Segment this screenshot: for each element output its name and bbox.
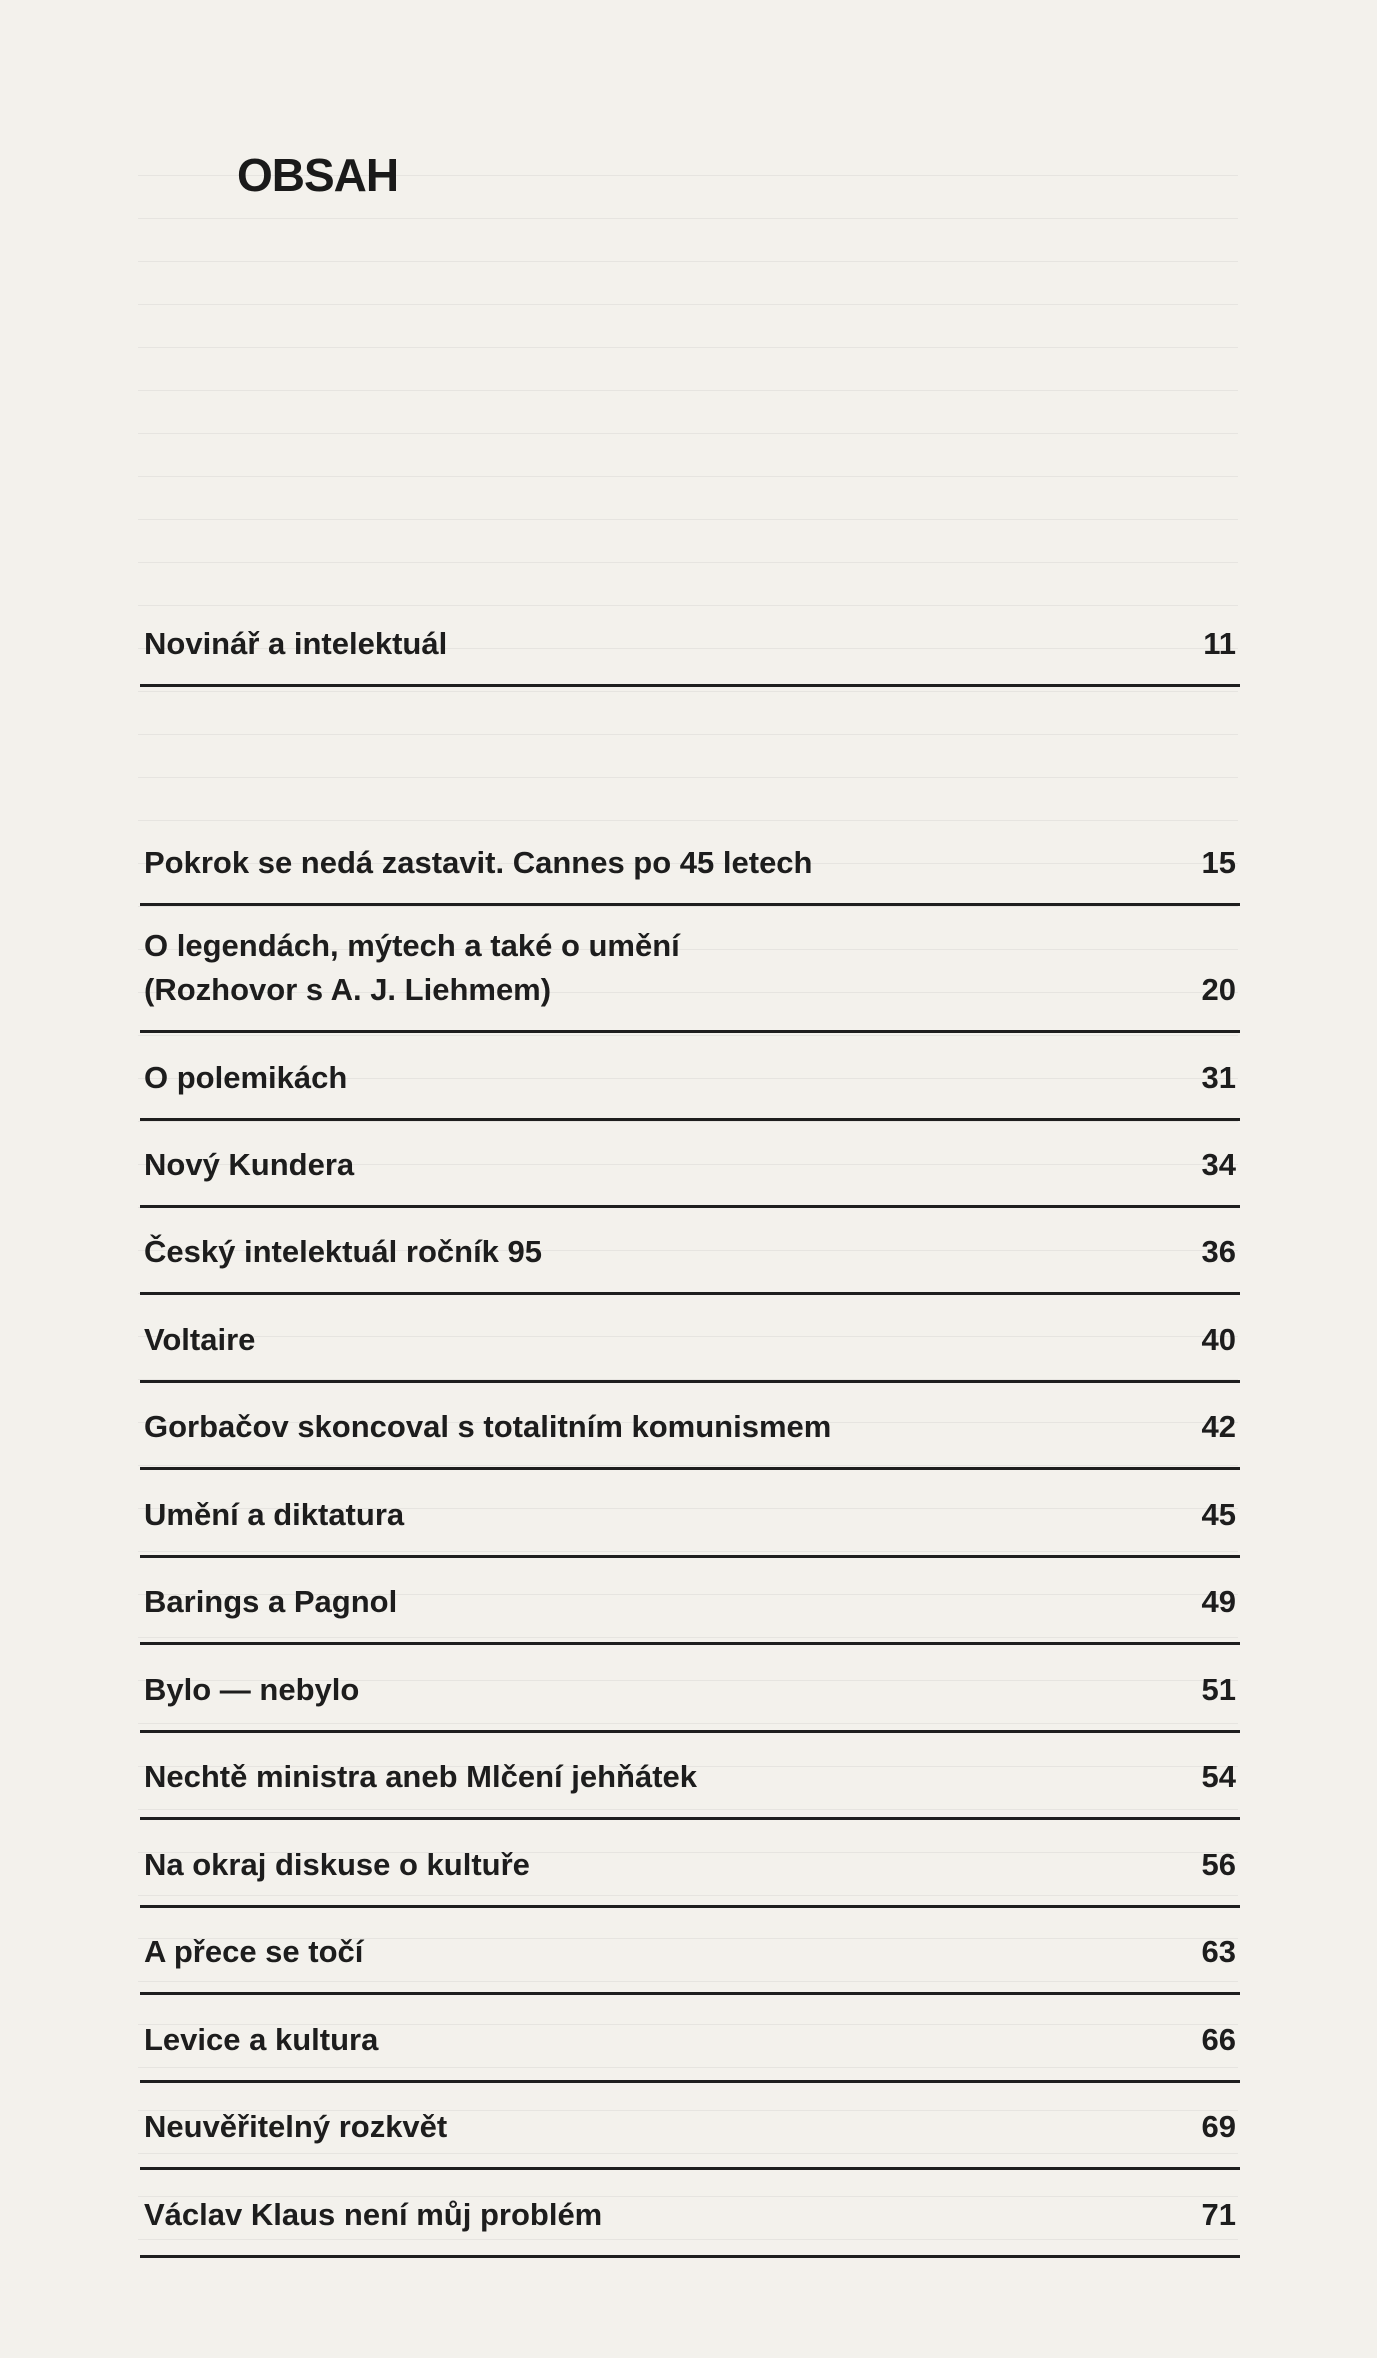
toc-entry-title: O polemikách (144, 1060, 348, 1095)
toc-entry-title: Nechtě ministra aneb Mlčení jehňátek (144, 1759, 698, 1794)
page-title: OBSAH (237, 149, 399, 201)
show-through-line (138, 519, 1238, 520)
toc-entry-title: Václav Klaus není můj problém (144, 2197, 603, 2232)
toc-entry-page-number: 42 (1201, 1409, 1236, 1444)
toc-entry-page-number: 49 (1201, 1584, 1236, 1619)
toc-entry-page-number: 15 (1201, 845, 1236, 880)
toc-entry-title: A přece se točí (144, 1934, 364, 1969)
toc-entry-page-number: 40 (1201, 1322, 1236, 1357)
show-through-line (138, 476, 1238, 477)
toc-entry (140, 1485, 1240, 1558)
toc-entry-page-number: 54 (1201, 1759, 1236, 1794)
toc-entry-page-number: 66 (1201, 2022, 1236, 2057)
toc-entry (140, 2010, 1240, 2083)
toc-entry-page-number: 36 (1201, 1234, 1236, 1269)
toc-entry-title: Na okraj diskuse o kultuře (144, 1847, 530, 1882)
show-through-line (138, 390, 1238, 391)
toc-entry-title: Levice a kultura (144, 2022, 379, 2057)
show-through-line (138, 605, 1238, 606)
toc-entry-title: Novinář a intelektuál (144, 626, 448, 661)
toc-entry-page-number: 45 (1201, 1497, 1236, 1532)
toc-entry-page-number: 34 (1201, 1147, 1236, 1182)
toc-entry-page-number: 31 (1201, 1060, 1236, 1095)
toc-entry (140, 1135, 1240, 1208)
show-through-line (138, 820, 1238, 821)
toc-entry-page-number: 56 (1201, 1847, 1236, 1882)
show-through-line (138, 734, 1238, 735)
toc-entry (140, 1835, 1240, 1908)
toc-entry (140, 1747, 1240, 1820)
toc-entry-title: Neuvěřitelný rozkvět (144, 2109, 448, 2144)
toc-entry-page-number: 69 (1201, 2109, 1236, 2144)
toc-entry-title: Pokrok se nedá zastavit. Cannes po 45 letech (144, 845, 813, 880)
show-through-line (138, 347, 1238, 348)
toc-entry-page-number: 11 (1203, 626, 1236, 661)
toc-entry (140, 833, 1240, 906)
toc-entry (140, 1222, 1240, 1295)
toc-entry-title: Gorbačov skoncoval s totalitním komunismem (144, 1409, 832, 1444)
toc-entry (140, 1048, 1240, 1121)
toc-entry (140, 1572, 1240, 1645)
show-through-line (138, 433, 1238, 434)
show-through-line (138, 906, 1238, 907)
toc-entry (140, 1310, 1240, 1383)
toc-entry-title: O legendách, mýtech a také o umění (Rozhovor s A. J. Liehmem) (144, 928, 680, 1007)
show-through-line (138, 1035, 1238, 1036)
toc-entry-page-number: 51 (1201, 1672, 1236, 1707)
toc-entry-title: Bylo — nebylo (144, 1672, 360, 1707)
show-through-line (138, 691, 1238, 692)
toc-entry-page-number: 63 (1201, 1934, 1236, 1969)
toc-entry-title: Voltaire (144, 1322, 256, 1357)
show-through-line (138, 562, 1238, 563)
show-through-line (138, 777, 1238, 778)
show-through-line (138, 1121, 1238, 1122)
toc-entry-title: Český intelektuál ročník 95 (144, 1234, 543, 1269)
toc-entry-page-number: 71 (1201, 2197, 1236, 2232)
show-through-line (138, 304, 1238, 305)
toc-entry (140, 1660, 1240, 1733)
toc-entry-title: Nový Kundera (144, 1147, 355, 1182)
show-through-line (138, 261, 1238, 262)
toc-entry-title: Barings a Pagnol (144, 1584, 398, 1619)
toc-entry (140, 2097, 1240, 2170)
toc-entry (140, 1397, 1240, 1470)
toc-entry (140, 2185, 1240, 2258)
toc-entry (140, 614, 1240, 687)
toc-entry (140, 910, 1240, 1033)
show-through-line (138, 218, 1238, 219)
toc-entry (140, 1922, 1240, 1995)
toc-entry-page-number: 20 (1201, 972, 1236, 1007)
toc-entry-title: Umění a diktatura (144, 1497, 405, 1532)
